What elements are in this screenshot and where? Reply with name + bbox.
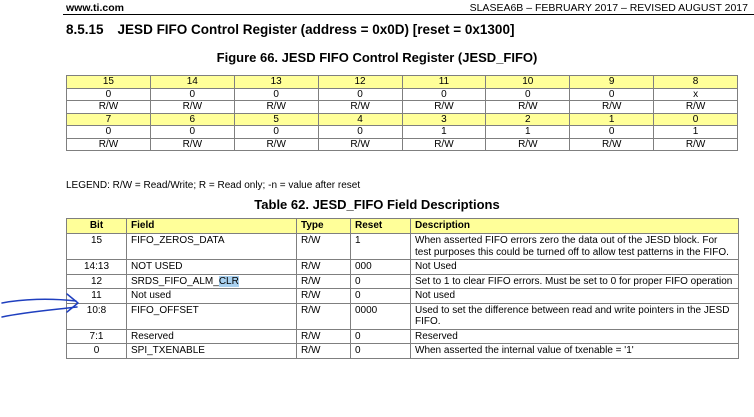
register-bit-cell: 13	[234, 76, 318, 89]
type-cell: R/W	[297, 260, 351, 275]
description-cell: Not Used	[411, 260, 739, 275]
register-val-cell: 0	[570, 126, 654, 139]
register-val-cell: 1	[486, 126, 570, 139]
register-acc-cell: R/W	[570, 138, 654, 151]
register-acc-cell: R/W	[654, 138, 738, 151]
section-title: JESD FIFO Control Register (address = 0x0D) [reset = 0x1300]	[117, 22, 515, 37]
reset-cell: 0	[351, 329, 411, 344]
table-row	[67, 289, 739, 304]
field-cell: FIFO_ZEROS_DATA	[127, 234, 297, 260]
register-acc-cell: R/W	[570, 101, 654, 114]
register-bit-cell: 10	[486, 76, 570, 89]
table-row	[67, 234, 739, 260]
register-bit-cell: 14	[150, 76, 234, 89]
register-bit-table	[66, 75, 738, 151]
register-acc-cell: R/W	[318, 138, 402, 151]
register-bit-cell: 6	[150, 113, 234, 126]
selected-text-highlight: CLR	[218, 275, 239, 287]
reset-cell: 0	[351, 344, 411, 359]
register-val-cell: 1	[654, 126, 738, 139]
description-cell: Used to set the difference between read and write pointers in the JESD FIFO.	[411, 303, 739, 329]
field-cell: FIFO_OFFSET	[127, 303, 297, 329]
field-description-table	[66, 218, 739, 359]
register-acc-cell: R/W	[318, 101, 402, 114]
table-row	[67, 274, 739, 289]
register-val-cell: 0	[150, 126, 234, 139]
description-cell: Not used	[411, 289, 739, 304]
register-upper-bit-row	[67, 76, 738, 89]
table-title: Table 62. JESD_FIFO Field Descriptions	[254, 197, 500, 212]
register-bit-cell: 7	[67, 113, 151, 126]
type-cell: R/W	[297, 303, 351, 329]
table-row	[67, 329, 739, 344]
register-bit-cell: 11	[402, 76, 486, 89]
figure-title: Figure 66. JESD FIFO Control Register (JESD_FIFO)	[216, 50, 538, 65]
table-row	[67, 344, 739, 359]
column-header-type: Type	[297, 219, 351, 234]
section-number: 8.5.15	[66, 22, 104, 37]
register-bit-cell: 1	[570, 113, 654, 126]
arrow-stroke-upper	[2, 299, 76, 303]
register-acc-cell: R/W	[486, 138, 570, 151]
description-cell: Set to 1 to clear FIFO errors. Must be set to 0 for proper FIFO operation	[411, 274, 739, 289]
register-legend: LEGEND: R/W = Read/Write; R = Read only; -n = value after reset	[66, 180, 361, 191]
register-acc-cell: R/W	[402, 101, 486, 114]
reset-cell: 000	[351, 260, 411, 275]
column-header-reset: Reset	[351, 219, 411, 234]
header-rule	[63, 14, 754, 15]
register-bit-cell: 12	[318, 76, 402, 89]
bit-cell: 10:8	[67, 303, 127, 329]
register-bit-cell: 15	[67, 76, 151, 89]
site-link[interactable]: www.ti.com	[66, 2, 124, 14]
field-cell: Reserved	[127, 329, 297, 344]
column-header-bit: Bit	[67, 219, 127, 234]
section-heading	[66, 22, 514, 37]
register-acc-cell: R/W	[234, 138, 318, 151]
register-acc-cell: R/W	[67, 138, 151, 151]
register-bit-cell: 3	[402, 113, 486, 126]
bit-cell: 11	[67, 289, 127, 304]
reset-cell: 0000	[351, 303, 411, 329]
type-cell: R/W	[297, 274, 351, 289]
register-upper-acc-row	[67, 101, 738, 114]
field-cell: NOT USED	[127, 260, 297, 275]
bit-cell: 14:13	[67, 260, 127, 275]
register-acc-cell: R/W	[402, 138, 486, 151]
register-val-cell: x	[654, 88, 738, 101]
arrow-head	[67, 294, 78, 312]
type-cell: R/W	[297, 289, 351, 304]
register-acc-cell: R/W	[150, 101, 234, 114]
field-cell: Not used	[127, 289, 297, 304]
reset-cell: 1	[351, 234, 411, 260]
document-revision: SLASEA6B – FEBRUARY 2017 – REVISED AUGUST 2017	[469, 2, 748, 14]
register-val-cell: 0	[318, 88, 402, 101]
register-acc-cell: R/W	[67, 101, 151, 114]
description-cell: Reserved	[411, 329, 739, 344]
register-acc-cell: R/W	[654, 101, 738, 114]
register-val-cell: 0	[318, 126, 402, 139]
field-cell: SPI_TXENABLE	[127, 344, 297, 359]
field-name-text: SRDS_FIFO_ALM_	[131, 275, 219, 287]
table-row	[67, 260, 739, 275]
register-val-cell: 1	[402, 126, 486, 139]
register-acc-cell: R/W	[234, 101, 318, 114]
column-header-description: Description	[411, 219, 739, 234]
register-upper-val-row	[67, 88, 738, 101]
type-cell: R/W	[297, 344, 351, 359]
reset-cell: 0	[351, 289, 411, 304]
description-cell: When asserted the internal value of txenable = '1'	[411, 344, 739, 359]
handwritten-arrow-annotation	[0, 290, 100, 326]
register-val-cell: 0	[67, 126, 151, 139]
bit-cell: 7:1	[67, 329, 127, 344]
register-val-cell: 0	[234, 88, 318, 101]
register-val-cell: 0	[402, 88, 486, 101]
bit-cell: 12	[67, 274, 127, 289]
register-lower-val-row	[67, 126, 738, 139]
register-bit-cell: 0	[654, 113, 738, 126]
type-cell: R/W	[297, 329, 351, 344]
register-bit-cell: 4	[318, 113, 402, 126]
register-acc-cell: R/W	[150, 138, 234, 151]
register-acc-cell: R/W	[486, 101, 570, 114]
register-lower-bit-row	[67, 113, 738, 126]
register-val-cell: 0	[234, 126, 318, 139]
bit-cell: 15	[67, 234, 127, 260]
register-val-cell: 0	[150, 88, 234, 101]
column-header-field: Field	[127, 219, 297, 234]
table-row	[67, 303, 739, 329]
field-cell	[127, 274, 297, 289]
register-val-cell: 0	[570, 88, 654, 101]
register-bit-cell: 9	[570, 76, 654, 89]
register-bit-cell: 5	[234, 113, 318, 126]
register-val-cell: 0	[486, 88, 570, 101]
arrow-stroke-lower	[2, 307, 77, 317]
description-cell: When asserted FIFO errors zero the data out of the JESD block. For test purposes this could be turned off to allow test patterns in the FIFO.	[411, 234, 739, 260]
register-bit-cell: 8	[654, 76, 738, 89]
bit-cell: 0	[67, 344, 127, 359]
register-lower-acc-row	[67, 138, 738, 151]
register-val-cell: 0	[67, 88, 151, 101]
reset-cell: 0	[351, 274, 411, 289]
register-bit-cell: 2	[486, 113, 570, 126]
type-cell: R/W	[297, 234, 351, 260]
